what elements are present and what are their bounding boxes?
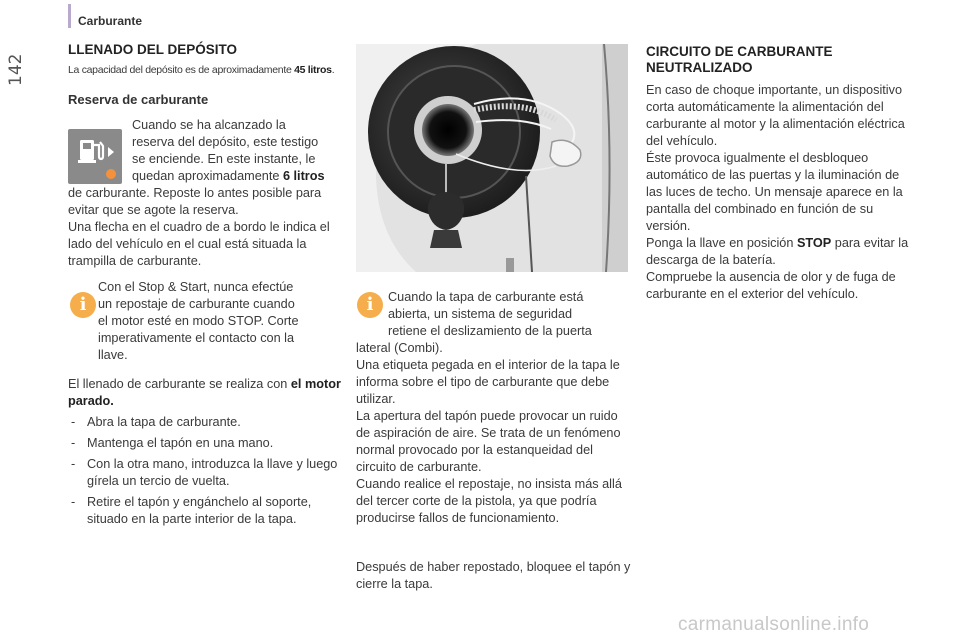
capacity-text: La capacidad del depósito es de aproximadamente	[68, 64, 295, 76]
reserve-line-3: se enciende. En este instante, le	[132, 152, 316, 166]
page-number: 142	[6, 53, 26, 87]
reserve-line-4: quedan aproximadamente 6 litros	[132, 169, 325, 183]
section-accent-bar	[68, 4, 71, 28]
stop-start-line-2: un repostaje de carburante cuando	[98, 297, 295, 311]
watermark: carmanualsonline.info	[678, 614, 870, 635]
flap-continuation: lateral (Combi).	[356, 341, 443, 355]
arrow-note: Una flecha en el cuadro de a bordo le indica el lado del vehículo en el cual está situada la trampilla de carburante.	[68, 220, 330, 268]
stop-keyword: STOP	[796, 236, 832, 250]
fuel-cap-illustration	[356, 44, 628, 272]
after-refuel-text: Después de haber repostado, bloquee el tapón y cierre la tapa.	[356, 560, 631, 591]
reserve-line-1: Cuando se ha alcanzado la	[132, 118, 286, 132]
neutralized-p2: Éste provoca igualmente el desbloqueo automático de las puertas y la iluminación de las luces de techo. Un mensaje aparece en la pantalla del combinado en función de su versión.	[646, 151, 903, 233]
flap-line-2: abierta, un sistema de seguridad	[388, 307, 573, 321]
flap-line-3: retiene el deslizamiento de la puerta	[388, 324, 592, 338]
list-item: - Mantenga el tapón en una mano.	[68, 435, 346, 452]
stop-start-line-1: Con el Stop & Start, nunca efectúe	[98, 280, 294, 294]
label-text: Una etiqueta pegada en el interior de la tapa le informa sobre el tipo de carburante que debe utilizar.	[356, 358, 620, 406]
filling-title: LLENADO DEL DEPÓSITO	[68, 42, 238, 57]
neutralized-title-2: NEUTRALIZADO	[646, 60, 753, 75]
capacity-value: 45 litros	[294, 64, 332, 76]
info-icon: i	[357, 292, 383, 318]
procedure-intro: El llenado de carburante se realiza con el motor parado.	[68, 377, 341, 408]
list-item: - Con la otra mano, introduzca la llave y luego gírela un tercio de vuelta.	[68, 456, 346, 490]
stop-start-line-4: imperativamente el contacto con la	[98, 331, 295, 345]
list-item: - Abra la tapa de carburante.	[68, 414, 346, 431]
flap-note	[388, 289, 628, 340]
capacity-end: .	[331, 64, 335, 76]
reserve-text-indented	[132, 117, 346, 185]
column-middle	[356, 340, 632, 593]
section-title: Carburante	[78, 14, 143, 28]
stop-start-note	[98, 279, 346, 364]
noise-text: La apertura del tapón puede provocar un ruido de aspiración de aire. Se trata de un fenómeno normal provocado por la estanqueidad del circuito de carburante.	[356, 409, 621, 474]
reserve-paragraph: de carburante. Reposte lo antes posible para evitar que se agote la reserva.	[68, 186, 322, 217]
capacity-line	[68, 64, 346, 76]
reserve-line-2: reserva del depósito, este testigo	[132, 135, 319, 149]
reserve-title: Reserva de carburante	[68, 92, 209, 107]
neutralized-title-1: CIRCUITO DE CARBURANTE	[646, 44, 833, 59]
reserve-litres: 6 litros	[282, 169, 325, 183]
procedure-intro-bold: el motor parado.	[68, 377, 341, 408]
fuel-warning-lamp	[68, 129, 122, 184]
neutralized-p4: Compruebe la ausencia de olor y de fuga de carburante en el exterior del vehículo.	[646, 270, 896, 301]
stop-start-line-3: el motor esté en modo STOP. Corte	[98, 314, 299, 328]
stop-start-line-5: llave.	[98, 348, 128, 362]
column-right	[646, 44, 918, 303]
neutralized-p3: Ponga la llave en posición STOP para evitar la descarga de la batería.	[646, 236, 909, 267]
column-left	[68, 42, 346, 528]
fuel-cap-photo	[356, 44, 628, 272]
pistol-text: Cuando realice el repostaje, no insista más allá del tercer corte de la pistola, ya que podría producirse fallos de funcionamiento.	[356, 477, 622, 525]
warning-dot-icon	[106, 169, 116, 179]
procedure-steps	[68, 414, 346, 528]
neutralized-p1: En caso de choque importante, un dispositivo corta automáticamente la alimentación del carburante al motor y la alimentación eléctrica del vehículo.	[646, 83, 905, 148]
flap-line-1: Cuando la tapa de carburante está	[388, 290, 584, 304]
info-icon: i	[70, 292, 96, 318]
list-item: - Retire el tapón y engánchelo al soporte, situado en la parte interior de la tapa.	[68, 494, 346, 528]
